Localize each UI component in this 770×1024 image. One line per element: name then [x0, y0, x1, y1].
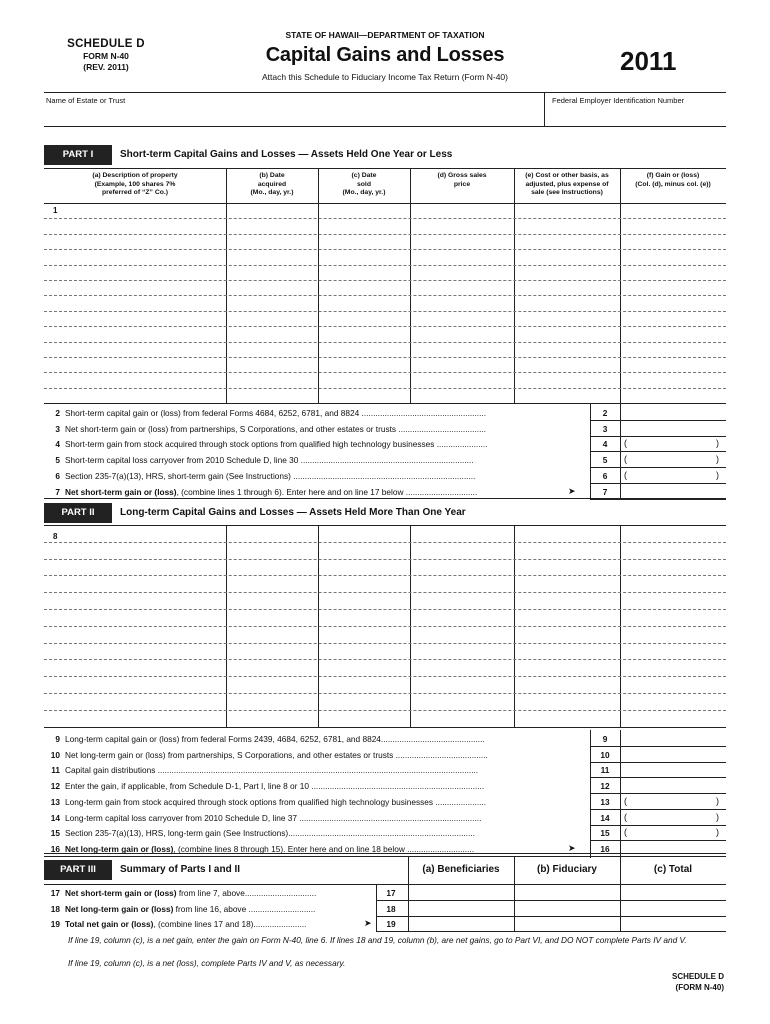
- part1-entry-row-0-col-0[interactable]: [45, 204, 225, 217]
- part2-entry-row-9-col-1[interactable]: [227, 677, 317, 692]
- line-15-text: [46, 828, 586, 838]
- fein-field[interactable]: [548, 106, 724, 124]
- part2-entry-row-9-col-2[interactable]: [319, 677, 409, 692]
- line-17-fiduciary-field[interactable]: [515, 886, 619, 899]
- line-13-number: 13: [50, 796, 60, 807]
- line-2-number: 2: [55, 408, 60, 418]
- footer-schedule: SCHEDULE D: [671, 972, 724, 981]
- part2-entry-row-10-col-5[interactable]: [621, 694, 725, 709]
- part2-entry-row-6-col-5[interactable]: [621, 627, 725, 642]
- line-17-box: 17: [386, 888, 396, 898]
- part1-entry-row-5-col-1[interactable]: [227, 281, 317, 294]
- line-5-box: 5: [602, 455, 608, 466]
- part2-entry-row-8-col-3[interactable]: [411, 660, 513, 675]
- part-3-title: Summary of Parts I and II: [120, 864, 241, 875]
- part2-entry-row-5-col-0[interactable]: [45, 610, 225, 625]
- part2-entry-row-7-col-0[interactable]: [45, 644, 225, 659]
- line-9-number: 9: [55, 734, 60, 744]
- part1-entry-row-1-col-0[interactable]: [45, 219, 225, 232]
- part2-entry-row-8-col-1[interactable]: [227, 660, 317, 675]
- line-9-amount-field[interactable]: [621, 732, 725, 745]
- part2-entry-row-4-col-2[interactable]: [319, 593, 409, 608]
- part2-entry-row-4-col-3[interactable]: [411, 593, 513, 608]
- part1-entry-row-5-col-5[interactable]: [621, 281, 725, 294]
- page-title: Capital Gains and Losses: [265, 44, 505, 66]
- part1-entry-row-12-col-5[interactable]: [621, 389, 725, 402]
- part1-entry-row-10-col-1[interactable]: [227, 358, 317, 371]
- line-13-text: [46, 797, 586, 807]
- part1-entry-row-7-col-1[interactable]: [227, 312, 317, 325]
- part2-entry-row-3-col-3[interactable]: [411, 576, 513, 591]
- line-4-number: 4: [55, 439, 60, 450]
- part2-entry-row-4-col-1[interactable]: [227, 593, 317, 608]
- part2-entry-row-1-col-3[interactable]: [411, 543, 513, 558]
- part1-entry-row-12-col-4[interactable]: [515, 389, 619, 402]
- line-18-box: 18: [386, 903, 396, 914]
- line-19-text: [46, 919, 376, 929]
- part2-entry-row-5-col-1[interactable]: [227, 610, 317, 625]
- part1-entry-row-4-col-4[interactable]: [515, 266, 619, 279]
- line-9-box: 9: [602, 734, 608, 744]
- line-5-number: 5: [55, 455, 60, 466]
- line-18-text: [46, 904, 376, 914]
- part2-entry-row-1-col-0[interactable]: [45, 543, 225, 558]
- part1-entry-row-9-col-4[interactable]: [515, 343, 619, 356]
- line-17-bold: Net short-term gain or (loss): [65, 888, 177, 898]
- line-3-text: [46, 424, 586, 434]
- line-19-box: 19: [386, 919, 396, 929]
- part2-entry-row-10-col-0[interactable]: [45, 694, 225, 709]
- line-19-bold: Total net gain or (loss): [65, 919, 154, 929]
- part2-entry-row-1-col-1[interactable]: [227, 543, 317, 558]
- line-6-amount-field[interactable]: [621, 469, 725, 482]
- paren-open: (: [624, 827, 627, 838]
- line-18-beneficiaries-field[interactable]: [409, 902, 513, 915]
- line-2-amount-field[interactable]: [621, 406, 725, 419]
- part1-entry-row-11-col-1[interactable]: [227, 373, 317, 386]
- line-17-text: [46, 888, 376, 898]
- col-cost-basis-header: (e) Cost or other basis, as adjusted, plus expense of sale (see Instructions): [525, 172, 609, 196]
- line-11-text: [46, 765, 586, 775]
- part1-entry-row-12-col-1[interactable]: [227, 389, 317, 402]
- part1-entry-row-4-col-5[interactable]: [621, 266, 725, 279]
- part1-entry-row-0-col-2[interactable]: [319, 204, 409, 217]
- line-9-text: [46, 734, 586, 744]
- line-5-amount-field[interactable]: [621, 453, 725, 466]
- part1-entry-row-3-col-2[interactable]: [319, 250, 409, 263]
- part1-entry-row-7-col-5[interactable]: [621, 312, 725, 325]
- part1-entry-row-6-col-3[interactable]: [411, 296, 513, 309]
- part1-entry-row-5-col-4[interactable]: [515, 281, 619, 294]
- line-2-text: [46, 408, 586, 418]
- part1-entry-row-3-col-3[interactable]: [411, 250, 513, 263]
- part1-entry-row-7-col-0[interactable]: [45, 312, 225, 325]
- part2-entry-row-9-col-0[interactable]: [45, 677, 225, 692]
- part1-entry-row-7-col-3[interactable]: [411, 312, 513, 325]
- line-18-desc: from line 16, above .............................: [173, 903, 316, 914]
- line-15-box: 15: [600, 828, 610, 839]
- part2-entry-row-3-col-2[interactable]: [319, 576, 409, 591]
- col-total-header: (c) Total: [653, 864, 693, 875]
- part2-entry-row-2-col-5[interactable]: [621, 560, 725, 575]
- col-beneficiaries-header: (a) Beneficiaries: [422, 864, 500, 875]
- part1-entry-row-1-col-4[interactable]: [515, 219, 619, 232]
- part2-entry-row-8-col-0[interactable]: [45, 660, 225, 675]
- paren-close: ): [716, 827, 719, 838]
- part1-entry-row-3-col-5[interactable]: [621, 250, 725, 263]
- part1-entry-row-10-col-2[interactable]: [319, 358, 409, 371]
- part1-entry-row-2-col-1[interactable]: [227, 235, 317, 248]
- line-17-total-field[interactable]: [621, 886, 725, 899]
- part1-entry-row-2-col-3[interactable]: [411, 235, 513, 248]
- part2-entry-row-5-col-3[interactable]: [411, 610, 513, 625]
- line-11-amount-field[interactable]: [621, 763, 725, 776]
- part1-entry-row-2-col-0[interactable]: [45, 235, 225, 248]
- part1-entry-row-4-col-3[interactable]: [411, 266, 513, 279]
- part2-entry-row-3-col-5[interactable]: [621, 576, 725, 591]
- line-19-total-field[interactable]: [621, 917, 725, 930]
- part2-entry-row-9-col-5[interactable]: [621, 677, 725, 692]
- line-19-number: 19: [50, 919, 60, 929]
- line-13-amount-field[interactable]: [621, 795, 725, 808]
- part1-entry-row-10-col-0[interactable]: [45, 358, 225, 371]
- part2-entry-row-4-col-4[interactable]: [515, 593, 619, 608]
- line-14-desc: Long-term capital loss carryover from 2010 Schedule D, line 37 ...............................................................................: [65, 812, 482, 823]
- part1-entry-row-11-col-0[interactable]: [45, 373, 225, 386]
- line-6-number: 6: [55, 470, 60, 481]
- part-3-label: PART III: [44, 860, 112, 880]
- part-1-label: PART I: [44, 145, 112, 165]
- part2-entry-row-1-col-4[interactable]: [515, 543, 619, 558]
- line-16-bold: Net long-term gain or (loss): [65, 843, 174, 854]
- part1-entry-row-11-col-2[interactable]: [319, 373, 409, 386]
- line-3-desc: Net short-term gain or (loss) from partnerships, S Corporations, and other estates or trusts ......................................: [65, 423, 486, 434]
- part1-entry-row-12-col-0[interactable]: [45, 389, 225, 402]
- part1-entry-row-9-col-3[interactable]: [411, 343, 513, 356]
- part2-entry-row-7-col-1[interactable]: [227, 644, 317, 659]
- line-4-box: 4: [602, 439, 608, 450]
- part2-entry-row-7-col-4[interactable]: [515, 644, 619, 659]
- part1-entry-row-5-col-0[interactable]: [45, 281, 225, 294]
- part-2-title: Long-term Capital Gains and Losses — Assets Held More Than One Year: [120, 507, 466, 518]
- estate-name-label: Name of Estate or Trust: [46, 96, 126, 105]
- line-17-desc: from line 7, above...............................: [176, 888, 317, 898]
- part1-entry-row-3-col-4[interactable]: [515, 250, 619, 263]
- part2-entry-row-3-col-0[interactable]: [45, 576, 225, 591]
- part2-entry-row-8-col-2[interactable]: [319, 660, 409, 675]
- part2-entry-row-2-col-4[interactable]: [515, 560, 619, 575]
- part2-entry-row-3-col-1[interactable]: [227, 576, 317, 591]
- paren-close: ): [716, 454, 719, 465]
- col-gross-sales-header: (d) Gross sales price: [437, 172, 487, 188]
- part1-entry-row-10-col-4[interactable]: [515, 358, 619, 371]
- line-10-box: 10: [600, 749, 610, 760]
- part1-entry-row-7-col-4[interactable]: [515, 312, 619, 325]
- part1-entry-row-11-col-5[interactable]: [621, 373, 725, 386]
- paren-open: (: [624, 795, 627, 806]
- form-number: FORM N-40: [83, 51, 129, 61]
- part1-entry-row-9-col-0[interactable]: [45, 343, 225, 356]
- line-18-bold: Net long-term gain or (loss): [65, 903, 174, 914]
- attach-instruction: Attach this Schedule to Fiduciary Income Tax Return (Form N-40): [262, 72, 508, 82]
- line-16-number: 16: [50, 843, 60, 854]
- paren-open: (: [624, 438, 627, 449]
- line-10-amount-field[interactable]: [621, 748, 725, 761]
- line-7-desc: , (combine lines 1 through 6). Enter here and on line 17 below ...............................: [176, 486, 478, 497]
- line-3-box: 3: [602, 423, 608, 434]
- line-3-amount-field[interactable]: [621, 422, 725, 435]
- line-10-desc: Net long-term gain or (loss) from partnerships, S Corporations, and other estates or trusts ........................................: [65, 749, 488, 760]
- part2-entry-row-9-col-4[interactable]: [515, 677, 619, 692]
- part1-entry-row-10-col-5[interactable]: [621, 358, 725, 371]
- part-2-label: PART II: [44, 503, 112, 523]
- part2-entry-row-8-col-4[interactable]: [515, 660, 619, 675]
- part1-entry-row-3-col-1[interactable]: [227, 250, 317, 263]
- part2-entry-row-11-col-5[interactable]: [621, 711, 725, 726]
- line-11-desc: Capital gain distributions ...........................................................................................................................................: [65, 765, 479, 776]
- line-17-number: 17: [50, 888, 60, 898]
- part1-entry-row-8-col-4[interactable]: [515, 327, 619, 340]
- line-5-desc: Short-term capital loss carryover from 2010 Schedule D, line 30 ...........................................................................: [65, 455, 474, 466]
- line-12-desc: Enter the gain, if applicable, from Schedule D-1, Part I, line 8 or 10 ...........................................................................: [65, 781, 485, 792]
- part1-entry-row-4-col-0[interactable]: [45, 266, 225, 279]
- part2-entry-row-8-col-5[interactable]: [621, 660, 725, 675]
- part2-entry-row-2-col-0[interactable]: [45, 560, 225, 575]
- instruction-note-loss: If line 19, column (c), is a net (loss), complete Parts IV and V, as necessary.: [68, 958, 346, 968]
- part1-entry-row-4-col-2[interactable]: [319, 266, 409, 279]
- part1-entry-row-4-col-1[interactable]: [227, 266, 317, 279]
- part2-entry-row-9-col-3[interactable]: [411, 677, 513, 692]
- line-4-amount-field[interactable]: [621, 437, 725, 450]
- line-3-number: 3: [55, 423, 60, 434]
- part1-entry-row-2-col-4[interactable]: [515, 235, 619, 248]
- line-4-text: [46, 439, 586, 449]
- part1-entry-row-6-col-2[interactable]: [319, 296, 409, 309]
- part1-entry-row-2-col-5[interactable]: [621, 235, 725, 248]
- arrow-icon: ➤: [568, 485, 576, 496]
- part1-entry-row-12-col-2[interactable]: [319, 389, 409, 402]
- line-18-number: 18: [50, 903, 60, 914]
- line-7-number: 7: [55, 486, 60, 497]
- part2-entry-row-5-col-2[interactable]: [319, 610, 409, 625]
- row-number-8: 8: [53, 532, 58, 541]
- part2-entry-row-6-col-3[interactable]: [411, 627, 513, 642]
- line-10-number: 10: [50, 749, 60, 760]
- revision-date: (REV. 2011): [83, 62, 129, 72]
- arrow-icon: ➤: [568, 842, 576, 853]
- part1-entry-row-1-col-1[interactable]: [227, 219, 317, 232]
- paren-close: ): [716, 438, 719, 449]
- line-12-box: 12: [600, 781, 610, 792]
- part2-entry-row-0-col-1[interactable]: [227, 526, 317, 541]
- part1-entry-row-9-col-1[interactable]: [227, 343, 317, 356]
- col-date-acquired-header: (b) Date acquired (Mo., day, yr.): [250, 172, 294, 196]
- part2-entry-row-2-col-2[interactable]: [319, 560, 409, 575]
- footer-form: (FORM N-40): [675, 983, 724, 992]
- part1-entry-row-8-col-1[interactable]: [227, 327, 317, 340]
- part1-entry-row-6-col-4[interactable]: [515, 296, 619, 309]
- line-15-number: 15: [50, 828, 60, 839]
- col-description-header: (a) Description of property (Example, 100 shares 7% preferred of “Z” Co.): [92, 172, 178, 196]
- part2-entry-row-10-col-4[interactable]: [515, 694, 619, 709]
- part2-entry-row-2-col-1[interactable]: [227, 560, 317, 575]
- line-2-box: 2: [602, 408, 608, 418]
- part1-entry-row-6-col-0[interactable]: [45, 296, 225, 309]
- line-19-fiduciary-field[interactable]: [515, 917, 619, 930]
- part2-entry-row-0-col-3[interactable]: [411, 526, 513, 541]
- part2-entry-row-5-col-5[interactable]: [621, 610, 725, 625]
- part2-entry-row-4-col-5[interactable]: [621, 593, 725, 608]
- part-1-title: Short-term Capital Gains and Losses — Assets Held One Year or Less: [120, 149, 453, 160]
- line-7-amount-field[interactable]: [621, 485, 725, 498]
- part1-entry-row-1-col-3[interactable]: [411, 219, 513, 232]
- line-13-desc: Long-term gain from stock acquired through stock options from qualified high technology businesses ......................: [65, 796, 487, 807]
- line-6-text: [46, 471, 586, 481]
- schedule-label: SCHEDULE D: [67, 38, 145, 50]
- col-date-sold-header: (c) Date sold (Mo., day, yr.): [342, 172, 386, 196]
- line-6-box: 6: [602, 470, 608, 481]
- part1-entry-row-10-col-3[interactable]: [411, 358, 513, 371]
- part1-entry-row-8-col-5[interactable]: [621, 327, 725, 340]
- paren-open: (: [624, 454, 627, 465]
- part2-entry-row-4-col-0[interactable]: [45, 593, 225, 608]
- line-15-desc: Section 235-7(a)(13), HRS, long-term gain (See Instructions).................................................................................: [65, 828, 475, 839]
- part2-entry-row-7-col-5[interactable]: [621, 644, 725, 659]
- part2-entry-row-7-col-2[interactable]: [319, 644, 409, 659]
- part2-entry-row-11-col-2[interactable]: [319, 711, 409, 726]
- col-gain-loss-header: (f) Gain or (loss) (Col. (d), minus col. (e)): [635, 172, 711, 188]
- arrow-icon: ➤: [364, 918, 372, 928]
- part2-entry-row-0-col-2[interactable]: [319, 526, 409, 541]
- paren-close: ): [716, 811, 719, 822]
- part2-entry-row-10-col-2[interactable]: [319, 694, 409, 709]
- part2-entry-row-6-col-2[interactable]: [319, 627, 409, 642]
- instruction-note-gain: If line 19, column (c), is a net gain, enter the gain on Form N-40, line 6. If lines 18 and 19, column (b), are net gains, go to Part VI, and DO NOT complete Parts IV and V.: [68, 935, 687, 945]
- part2-entry-row-6-col-4[interactable]: [515, 627, 619, 642]
- paren-open: (: [624, 811, 627, 822]
- agency-name: STATE OF HAWAII—DEPARTMENT OF TAXATION: [285, 30, 485, 40]
- row-number-1: 1: [53, 206, 58, 215]
- part2-entry-row-11-col-0[interactable]: [45, 711, 225, 726]
- part1-entry-row-1-col-2[interactable]: [319, 219, 409, 232]
- line-7-text: [46, 487, 586, 497]
- line-12-number: 12: [50, 781, 60, 792]
- part2-entry-row-0-col-0[interactable]: [45, 526, 225, 541]
- line-5-text: [46, 455, 586, 465]
- part1-entry-row-11-col-4[interactable]: [515, 373, 619, 386]
- line-11-box: 11: [600, 765, 610, 776]
- part1-entry-row-0-col-3[interactable]: [411, 204, 513, 217]
- line-6-desc: Section 235-7(a)(13), HRS, short-term gain (See Instructions) ...............................................................................: [65, 470, 476, 481]
- line-10-text: [46, 750, 586, 760]
- line-7-bold: Net short-term gain or (loss): [65, 486, 177, 497]
- part1-entry-row-11-col-3[interactable]: [411, 373, 513, 386]
- paren-close: ): [716, 469, 719, 480]
- line-15-amount-field[interactable]: [621, 826, 725, 839]
- part1-entry-row-9-col-2[interactable]: [319, 343, 409, 356]
- part1-entry-row-1-col-5[interactable]: [621, 219, 725, 232]
- part1-entry-row-2-col-2[interactable]: [319, 235, 409, 248]
- part1-entry-row-5-col-3[interactable]: [411, 281, 513, 294]
- part1-entry-row-9-col-5[interactable]: [621, 343, 725, 356]
- col-fiduciary-header: (b) Fiduciary: [536, 864, 597, 875]
- paren-close: ): [716, 795, 719, 806]
- part1-entry-row-0-col-5[interactable]: [621, 204, 725, 217]
- estate-name-field[interactable]: [46, 106, 540, 124]
- part1-entry-row-12-col-3[interactable]: [411, 389, 513, 402]
- line-14-text: [46, 813, 586, 823]
- line-16-box: 16: [600, 843, 610, 854]
- part2-entry-row-11-col-4[interactable]: [515, 711, 619, 726]
- part1-entry-row-8-col-2[interactable]: [319, 327, 409, 340]
- part2-entry-row-1-col-2[interactable]: [319, 543, 409, 558]
- form-header: [200, 30, 570, 82]
- part1-entry-row-6-col-1[interactable]: [227, 296, 317, 309]
- part2-entry-row-7-col-3[interactable]: [411, 644, 513, 659]
- line-17-beneficiaries-field[interactable]: [409, 886, 513, 899]
- line-9-desc: Long-term capital gain or (loss) from federal Forms 2439, 4684, 6252, 6781, and 8824.............................................: [65, 734, 485, 744]
- line-12-amount-field[interactable]: [621, 779, 725, 792]
- form-identifier: [46, 38, 166, 72]
- part2-entry-row-0-col-4[interactable]: [515, 526, 619, 541]
- line-4-desc: Short-term gain from stock acquired through stock options from qualified high technology businesses ......................: [65, 439, 488, 450]
- paren-open: (: [624, 469, 627, 480]
- part1-entry-row-6-col-5[interactable]: [621, 296, 725, 309]
- part2-entry-row-1-col-5[interactable]: [621, 543, 725, 558]
- part2-entry-row-11-col-1[interactable]: [227, 711, 317, 726]
- part2-entry-row-6-col-1[interactable]: [227, 627, 317, 642]
- part2-entry-row-5-col-4[interactable]: [515, 610, 619, 625]
- line-19-beneficiaries-field[interactable]: [409, 917, 513, 930]
- line-18-total-field[interactable]: [621, 902, 725, 915]
- part1-entry-row-3-col-0[interactable]: [45, 250, 225, 263]
- part2-entry-row-6-col-0[interactable]: [45, 627, 225, 642]
- part1-entry-row-0-col-4[interactable]: [515, 204, 619, 217]
- part1-entry-row-8-col-0[interactable]: [45, 327, 225, 340]
- line-13-box: 13: [600, 796, 610, 807]
- part2-entry-row-2-col-3[interactable]: [411, 560, 513, 575]
- line-14-box: 14: [600, 812, 610, 823]
- line-16-desc: , (combine lines 8 through 15). Enter here and on line 18 below .............................: [173, 843, 475, 854]
- tax-year: 2011: [620, 46, 677, 76]
- part1-entry-row-8-col-3[interactable]: [411, 327, 513, 340]
- part2-entry-row-11-col-3[interactable]: [411, 711, 513, 726]
- line-2-desc: Short-term capital gain or (loss) from federal Forms 4684, 6252, 6781, and 8824 ......................................................: [65, 408, 487, 418]
- line-19-desc: , (combine lines 17 and 18).......................: [153, 919, 307, 929]
- part2-entry-row-3-col-4[interactable]: [515, 576, 619, 591]
- part2-entry-row-0-col-5[interactable]: [621, 526, 725, 541]
- line-14-number: 14: [50, 812, 60, 823]
- part2-entry-row-10-col-1[interactable]: [227, 694, 317, 709]
- line-11-number: 11: [51, 765, 60, 776]
- line-18-fiduciary-field[interactable]: [515, 902, 619, 915]
- fein-label: Federal Employer Identification Number: [552, 96, 685, 105]
- line-14-amount-field[interactable]: [621, 811, 725, 824]
- line-7-box: 7: [602, 486, 608, 497]
- part1-entry-row-5-col-2[interactable]: [319, 281, 409, 294]
- part1-entry-row-0-col-1[interactable]: [227, 204, 317, 217]
- line-12-text: [46, 781, 586, 791]
- part2-entry-row-10-col-3[interactable]: [411, 694, 513, 709]
- part1-entry-row-7-col-2[interactable]: [319, 312, 409, 325]
